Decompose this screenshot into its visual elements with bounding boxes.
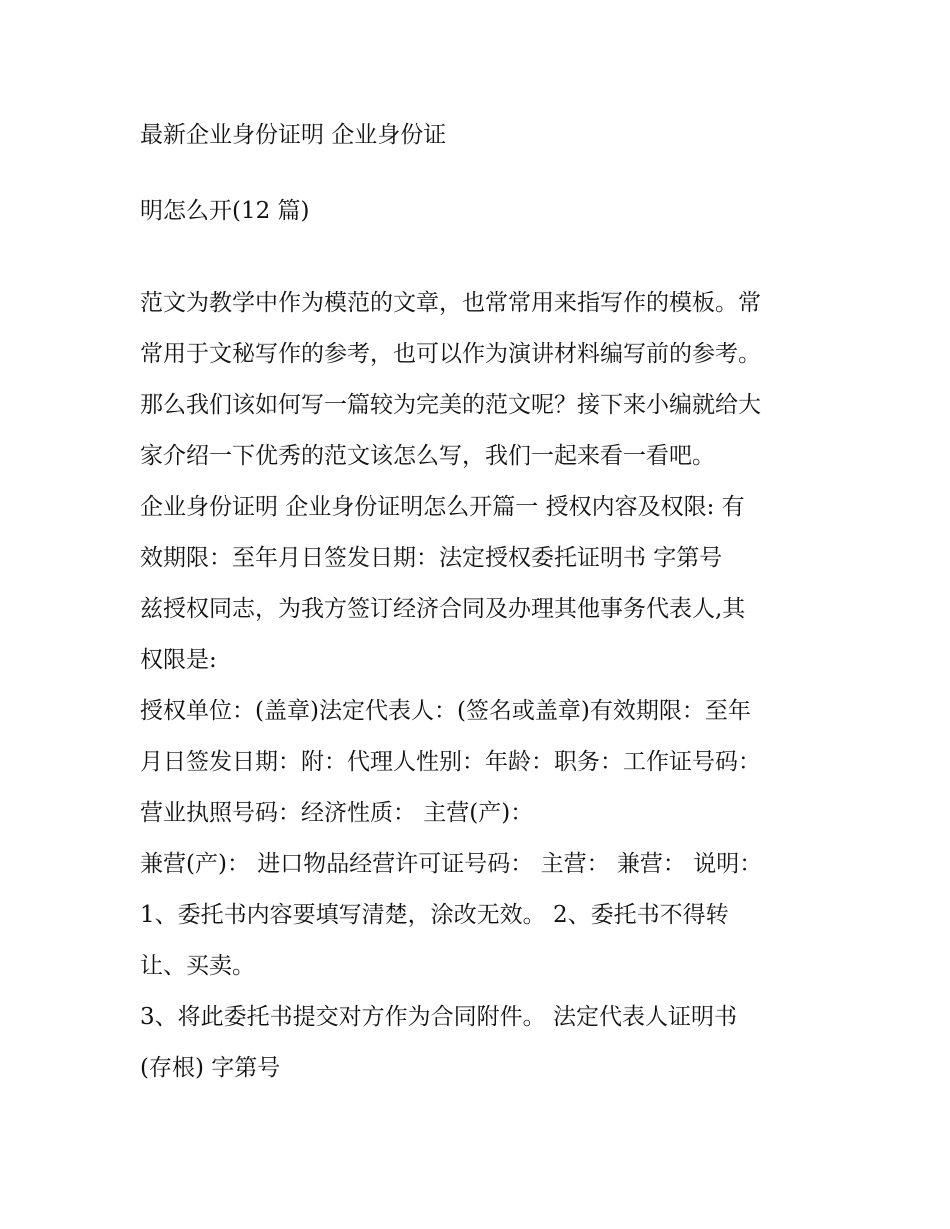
document-body [140,278,830,1094]
body-line: 营业执照号码：经济性质： 主营(产)： [140,800,534,826]
document-title [140,110,820,262]
body-line: 家介绍一下优秀的范文该怎么写，我们一起来看一看吧。 [140,443,715,469]
body-line: 效期限：至年月日签发日期：法定授权委托证明书 字第号 [140,545,723,571]
body-line: 那么我们该如何写一篇较为完美的范文呢？接下来小编就给大 [140,392,761,418]
body-line: 让、买卖。 [140,953,255,979]
title-line: 明怎么开(12 篇) [140,198,310,224]
body-line: 权限是: [140,647,217,673]
body-line: 兼营(产)： 进口物品经营许可证号码： 主营： 兼营： 说明： [140,851,763,877]
body-line: 常用于文秘写作的参考，也可以作为演讲材料编写前的参考。 [140,341,761,367]
body-line: 范文为教学中作为模范的文章，也常常用来指写作的模板。常 [140,290,761,316]
body-line: 授权单位：(盖章)法定代表人：(签名或盖章)有效期限：至年 [140,698,751,724]
body-line: 月日签发日期：附：代理人性别：年龄：职务：工作证号码： [140,749,761,775]
body-line: 企业身份证明 企业身份证明怎么开篇一 授权内容及权限: 有 [140,494,745,520]
body-line: 3、将此委托书提交对方作为合同附件。 法定代表人证明书 [140,1004,737,1030]
body-line: 兹授权同志，为我方签订经济合同及办理其他事务代表人,其 [140,596,746,622]
title-line: 最新企业身份证明 企业身份证 [140,122,447,148]
body-line: 1、委托书内容要填写清楚，涂改无效。 2、委托书不得转 [140,902,729,928]
body-line: (存根) 字第号 [140,1055,281,1081]
